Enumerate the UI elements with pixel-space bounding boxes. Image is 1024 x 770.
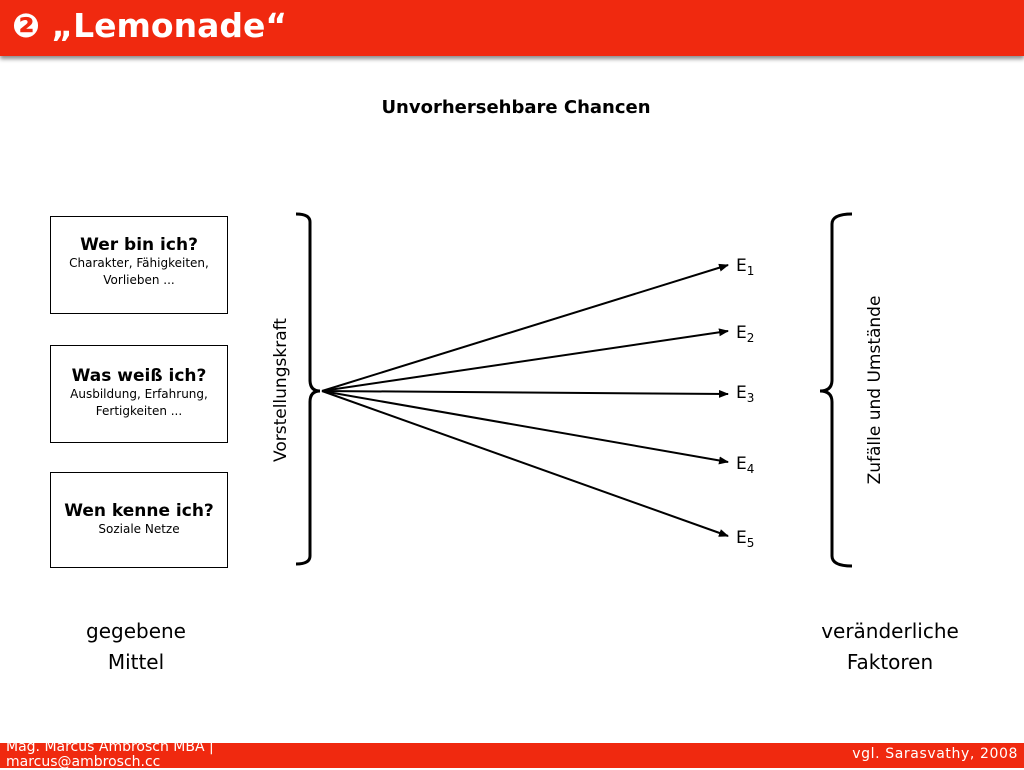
footer-citation: vgl. Sarasvathy, 2008 [852, 746, 1018, 762]
footer-bar [0, 739, 1024, 770]
effect-e1 [736, 256, 754, 278]
arrow-e1 [322, 265, 728, 391]
effect-e2-letter: E [736, 323, 747, 343]
label-gegebene-mittel-line2: Mittel [107, 650, 165, 674]
box-who-am-i-title: Wer bin ich? [80, 235, 198, 255]
effect-e3-letter: E [736, 383, 747, 403]
arrow-e5 [322, 391, 728, 536]
box-what-do-i-know-line1: Ausbildung, Erfahrung, [70, 387, 208, 401]
label-gegebene-mittel-line1: gegebene [86, 619, 186, 643]
effect-e1-letter: E [736, 256, 747, 276]
left-bracket [296, 214, 320, 564]
box-who-am-i-line1: Charakter, Fähigkeiten, [69, 256, 209, 270]
effect-e4-index: 4 [746, 462, 755, 476]
label-veraenderliche-faktoren-line1: veränderliche [821, 619, 959, 643]
effect-e5 [736, 528, 754, 550]
label-gegebene-mittel [56, 616, 216, 678]
effect-e3 [736, 383, 754, 405]
diagram-subtitle: Unvorhersehbare Chancen [381, 97, 651, 118]
effect-e3-index: 3 [746, 391, 755, 405]
label-veraenderliche-faktoren-line2: Faktoren [846, 650, 934, 674]
box-who-am-i-line2: Vorlieben ... [103, 273, 175, 287]
arrow-e3 [322, 391, 728, 394]
effect-e1-index: 1 [746, 264, 755, 278]
effect-e2-index: 2 [746, 331, 755, 345]
footer-author: Mag. Marcus Ambrosch MBA | marcus@ambrosch.cc [6, 739, 214, 770]
label-zufaelle-und-umstaende: Zufälle und Umstände [865, 295, 885, 485]
arrow-e2 [322, 331, 728, 391]
effect-e5-letter: E [736, 528, 747, 548]
effect-e5-index: 5 [746, 536, 755, 550]
box-whom-do-i-know-line1: Soziale Netze [98, 522, 180, 536]
box-what-do-i-know-line2: Fertigkeiten ... [95, 404, 183, 418]
arrow-e4 [322, 391, 728, 462]
box-what-do-i-know-title: Was weiß ich? [71, 366, 207, 386]
label-vorstellungskraft: Vorstellungskraft [271, 318, 291, 462]
effect-e2 [736, 323, 754, 345]
label-veraenderliche-faktoren [800, 616, 980, 678]
effect-e4 [736, 454, 754, 476]
box-whom-do-i-know-title: Wen kenne ich? [64, 501, 214, 521]
slide-title: ❷ „Lemonade“ [12, 6, 288, 45]
right-brace [820, 214, 852, 566]
effect-e4-letter: E [736, 454, 747, 474]
